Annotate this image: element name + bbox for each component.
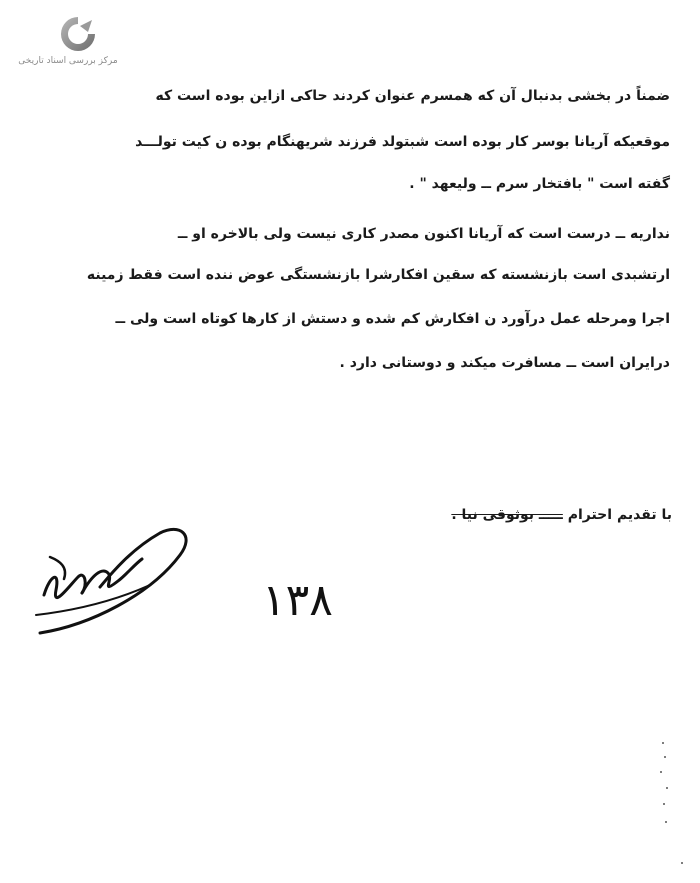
scan-speck bbox=[666, 787, 668, 789]
handwritten-signature bbox=[30, 515, 200, 640]
letter-line: ضمناً در بخشی بدنبال آن که همسرم عنوان کردند حاکی ازاین بوده است که bbox=[155, 88, 670, 104]
scan-speck bbox=[681, 862, 683, 864]
scan-speck bbox=[662, 742, 664, 744]
letter-line: گفته است " بافتخار سرم ــ ولیعهد " . bbox=[409, 176, 670, 192]
letter-line: درایران است ــ مسافرت میکند و دوستانی دارد . bbox=[339, 355, 670, 371]
letter-line: اجرا ومرحله عمل درآورد ن افکارش کم شده و دستش از کارها کوتاه است ولی ــ bbox=[115, 311, 670, 327]
handwritten-page-number: ۱۳۸ bbox=[262, 575, 333, 626]
scan-speck bbox=[660, 771, 662, 773]
letter-line: موقعیکه آریانا بوسر کار بوده است شبتولد فرزند شریهنگام بوده ن کیت تولـــد bbox=[135, 134, 670, 150]
closing-line bbox=[451, 507, 672, 523]
letter-line: ارتشبدی است بازنشسته که سقین افکارشرا بازنشستگی عوض ننده است فقط زمینه bbox=[86, 267, 670, 283]
letter-line: نداریه ــ درست است که آریانا اکنون مصدر کاری نیست ولی بالاخره او ــ bbox=[177, 226, 670, 242]
scan-speck bbox=[664, 756, 666, 758]
watermark-text: مرکز بررسی اسناد تاریخی bbox=[18, 56, 118, 66]
archive-watermark bbox=[18, 12, 118, 70]
archive-logo-icon bbox=[58, 14, 98, 54]
scan-speck bbox=[665, 821, 667, 823]
scan-speck bbox=[663, 803, 665, 805]
closing-prefix: با تقدیم احترام bbox=[567, 507, 672, 523]
closing-name: ـــــ بوثوقی نیا . bbox=[451, 507, 563, 523]
